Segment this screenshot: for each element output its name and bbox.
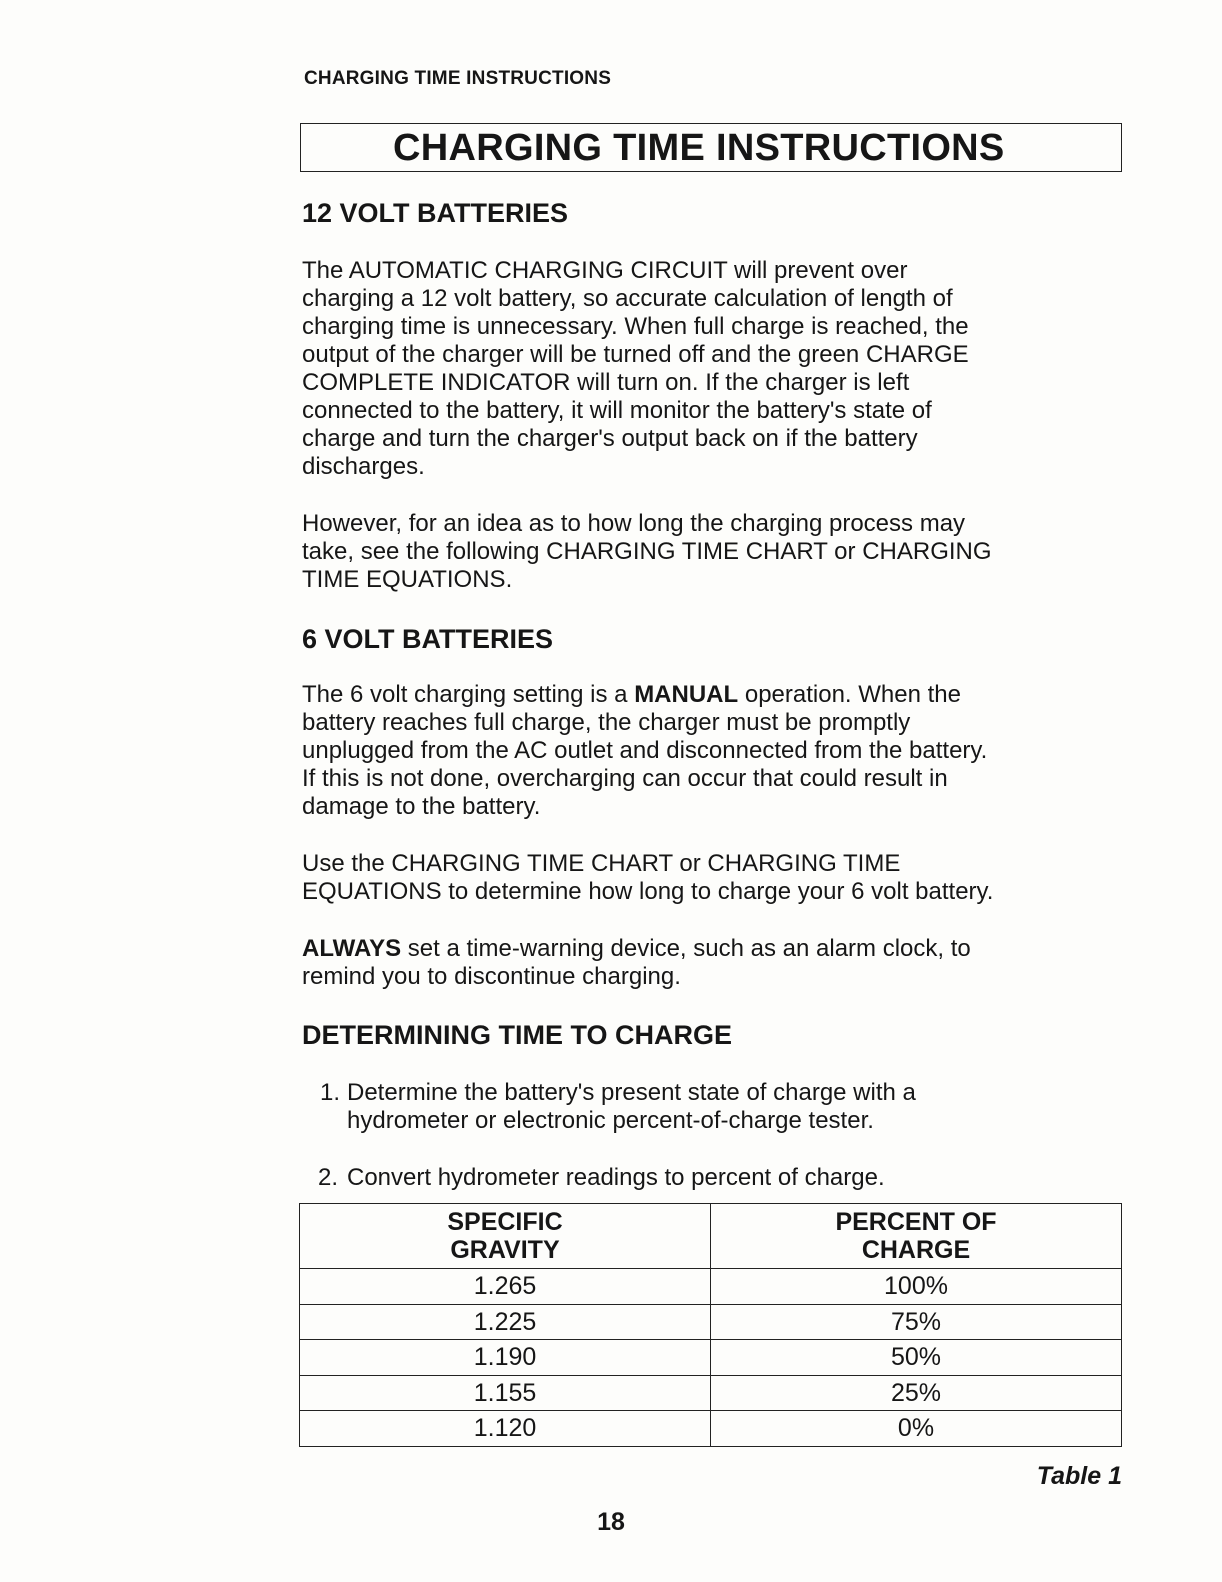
manual-text-b: operation. When the battery reaches full charge, the charger must be promptly unplugged from the AC outlet and disconnected from the battery. If this is not done, overcharging can occur that could result in damage to the battery. <box>302 681 988 820</box>
gravity-cell: 1.225 <box>300 1304 711 1340</box>
header-specific-gravity: SPECIFIC GRAVITY <box>300 1204 711 1269</box>
running-head: CHARGING TIME INSTRUCTIONS <box>304 68 612 89</box>
heading-determining-time: DETERMINING TIME TO CHARGE <box>302 1020 733 1050</box>
paragraph-12-volt-however: However, for an idea as to how long the charging process may take, see the following CHARGING TIME CHART or CHARGING TIME EQUATIONS. <box>302 510 992 593</box>
manual-text-a: The 6 volt charging setting is a <box>302 681 635 708</box>
step-2-number: 2. <box>318 1164 339 1191</box>
always-text: set a time-warning device, such as an alarm clock, to remind you to discontinue charging. <box>302 935 971 990</box>
gravity-cell: 1.120 <box>300 1411 711 1447</box>
step-1-number: 1. <box>320 1079 341 1106</box>
table-row <box>300 1304 1122 1340</box>
table-row <box>300 1269 1122 1305</box>
gravity-cell: 1.190 <box>300 1340 711 1376</box>
gravity-cell: 1.265 <box>300 1269 711 1305</box>
manual-emphasis: MANUAL <box>634 681 739 708</box>
paragraph-6-volt-manual <box>302 681 987 821</box>
header-percent-of-charge: PERCENT OF CHARGE <box>711 1204 1122 1269</box>
always-emphasis: ALWAYS <box>302 935 402 962</box>
table-row <box>300 1375 1122 1411</box>
step-2-text: Convert hydrometer readings to percent of charge. <box>347 1164 885 1191</box>
heading-12-volt: 12 VOLT BATTERIES <box>302 198 569 228</box>
step-1-text: Determine the battery's present state of charge with a hydrometer or electronic percent-of-charge tester. <box>347 1079 916 1134</box>
table-caption: Table 1 <box>1036 1462 1122 1490</box>
specific-gravity-table <box>299 1203 1122 1447</box>
paragraph-6-volt-always <box>302 935 971 991</box>
paragraph-12-volt-automatic: The AUTOMATIC CHARGING CIRCUIT will prevent over charging a 12 volt battery, so accurate calculation of length of charging time is unnecessary. When full charge is reached, the output of the charger will be turned off and the green CHARGE COMPLETE INDICATOR will turn on. If the charger is left connected to the battery, it will monitor the battery's state of charge and turn the charger's output back on if the battery discharges. <box>302 257 969 480</box>
gravity-cell: 1.155 <box>300 1375 711 1411</box>
table-header-row <box>300 1204 1122 1269</box>
paragraph-6-volt-use-chart: Use the CHARGING TIME CHART or CHARGING TIME EQUATIONS to determine how long to charge your 6 volt battery. <box>302 850 994 905</box>
title-box <box>300 123 1122 172</box>
table-row <box>300 1340 1122 1376</box>
page-number: 18 <box>597 1508 625 1536</box>
page-title: CHARGING TIME INSTRUCTIONS <box>393 127 1005 169</box>
percent-cell: 50% <box>711 1340 1122 1376</box>
percent-cell: 75% <box>711 1304 1122 1340</box>
table-row <box>300 1411 1122 1447</box>
percent-cell: 0% <box>711 1411 1122 1447</box>
heading-6-volt: 6 VOLT BATTERIES <box>302 624 554 654</box>
percent-cell: 25% <box>711 1375 1122 1411</box>
percent-cell: 100% <box>711 1269 1122 1305</box>
